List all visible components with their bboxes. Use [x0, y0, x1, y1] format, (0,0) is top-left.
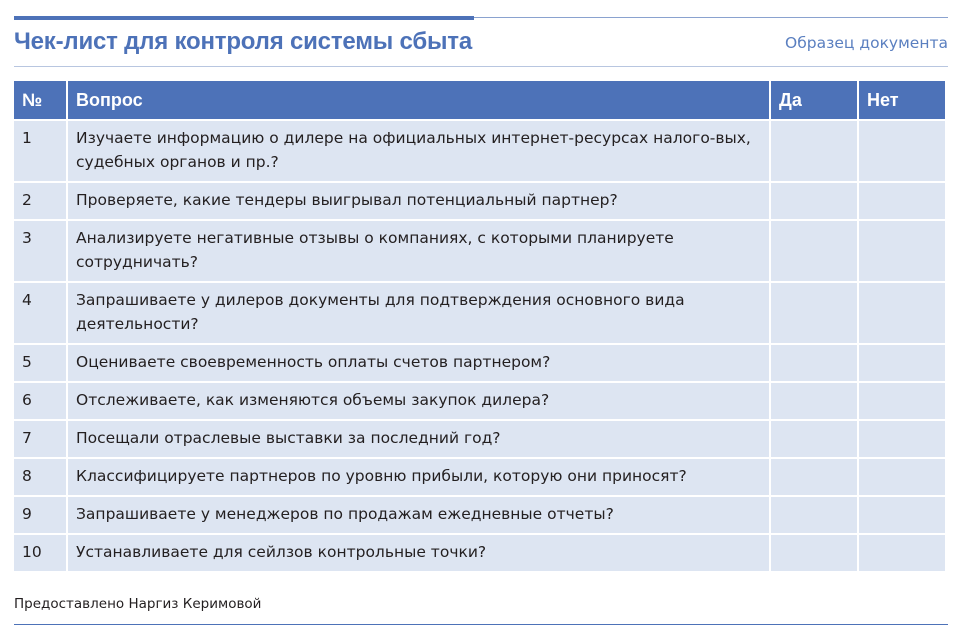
- row-question: Анализируете негативные отзывы о компаниях, с которыми планируете сотрудничать?: [68, 221, 769, 281]
- table-row: [14, 183, 945, 219]
- row-question: Отслеживаете, как изменяются объемы закупок дилера?: [68, 383, 769, 419]
- row-number: 2: [14, 183, 66, 219]
- document-type-label: Образец документа: [785, 34, 948, 52]
- answer-no-cell[interactable]: [859, 383, 945, 419]
- column-header-question: Вопрос: [68, 81, 769, 119]
- answer-yes-cell[interactable]: [771, 535, 857, 571]
- table-row: [14, 345, 945, 381]
- answer-yes-cell[interactable]: [771, 345, 857, 381]
- credit-note: Предоставлено Наргиз Керимовой: [14, 596, 262, 612]
- row-question: Изучаете информацию о дилере на официальных интернет-ресурсах налого-вых, судебных органов и пр.?: [68, 121, 769, 181]
- answer-yes-cell[interactable]: [771, 497, 857, 533]
- row-question: Оцениваете своевременность оплаты счетов партнером?: [68, 345, 769, 381]
- column-header-yes: Да: [771, 81, 857, 119]
- row-number: 5: [14, 345, 66, 381]
- row-number: 7: [14, 421, 66, 457]
- top-accent-rule: [14, 16, 474, 20]
- top-thin-rule: [474, 17, 948, 18]
- row-question: Устанавливаете для сейлзов контрольные точки?: [68, 535, 769, 571]
- answer-no-cell[interactable]: [859, 221, 945, 281]
- checklist-table: [12, 79, 947, 573]
- answer-no-cell[interactable]: [859, 183, 945, 219]
- answer-no-cell[interactable]: [859, 283, 945, 343]
- row-question: Запрашиваете у менеджеров по продажам ежедневные отчеты?: [68, 497, 769, 533]
- table-row: [14, 459, 945, 495]
- bottom-rule: [14, 624, 948, 625]
- table-header-row: [14, 81, 945, 119]
- answer-no-cell[interactable]: [859, 421, 945, 457]
- table-row: [14, 221, 945, 281]
- answer-no-cell[interactable]: [859, 121, 945, 181]
- row-number: 3: [14, 221, 66, 281]
- table-row: [14, 383, 945, 419]
- row-question: Классифицируете партнеров по уровню прибыли, которую они приносят?: [68, 459, 769, 495]
- row-number: 6: [14, 383, 66, 419]
- table-row: [14, 283, 945, 343]
- column-header-number: №: [14, 81, 66, 119]
- row-number: 9: [14, 497, 66, 533]
- table-row: [14, 535, 945, 571]
- row-number: 10: [14, 535, 66, 571]
- row-number: 1: [14, 121, 66, 181]
- column-header-no: Нет: [859, 81, 945, 119]
- answer-no-cell[interactable]: [859, 345, 945, 381]
- row-question: Посещали отраслевые выставки за последний год?: [68, 421, 769, 457]
- answer-no-cell[interactable]: [859, 497, 945, 533]
- answer-yes-cell[interactable]: [771, 221, 857, 281]
- answer-no-cell[interactable]: [859, 535, 945, 571]
- answer-yes-cell[interactable]: [771, 383, 857, 419]
- answer-yes-cell[interactable]: [771, 421, 857, 457]
- table-row: [14, 121, 945, 181]
- table-row: [14, 497, 945, 533]
- answer-yes-cell[interactable]: [771, 183, 857, 219]
- row-number: 4: [14, 283, 66, 343]
- answer-yes-cell[interactable]: [771, 283, 857, 343]
- answer-no-cell[interactable]: [859, 459, 945, 495]
- title-divider: [14, 66, 948, 67]
- answer-yes-cell[interactable]: [771, 459, 857, 495]
- row-question: Проверяете, какие тендеры выигрывал потенциальный партнер?: [68, 183, 769, 219]
- page-title: Чек-лист для контроля системы сбыта: [14, 28, 472, 55]
- row-question: Запрашиваете у дилеров документы для подтверждения основного вида деятельности?: [68, 283, 769, 343]
- answer-yes-cell[interactable]: [771, 121, 857, 181]
- table-row: [14, 421, 945, 457]
- row-number: 8: [14, 459, 66, 495]
